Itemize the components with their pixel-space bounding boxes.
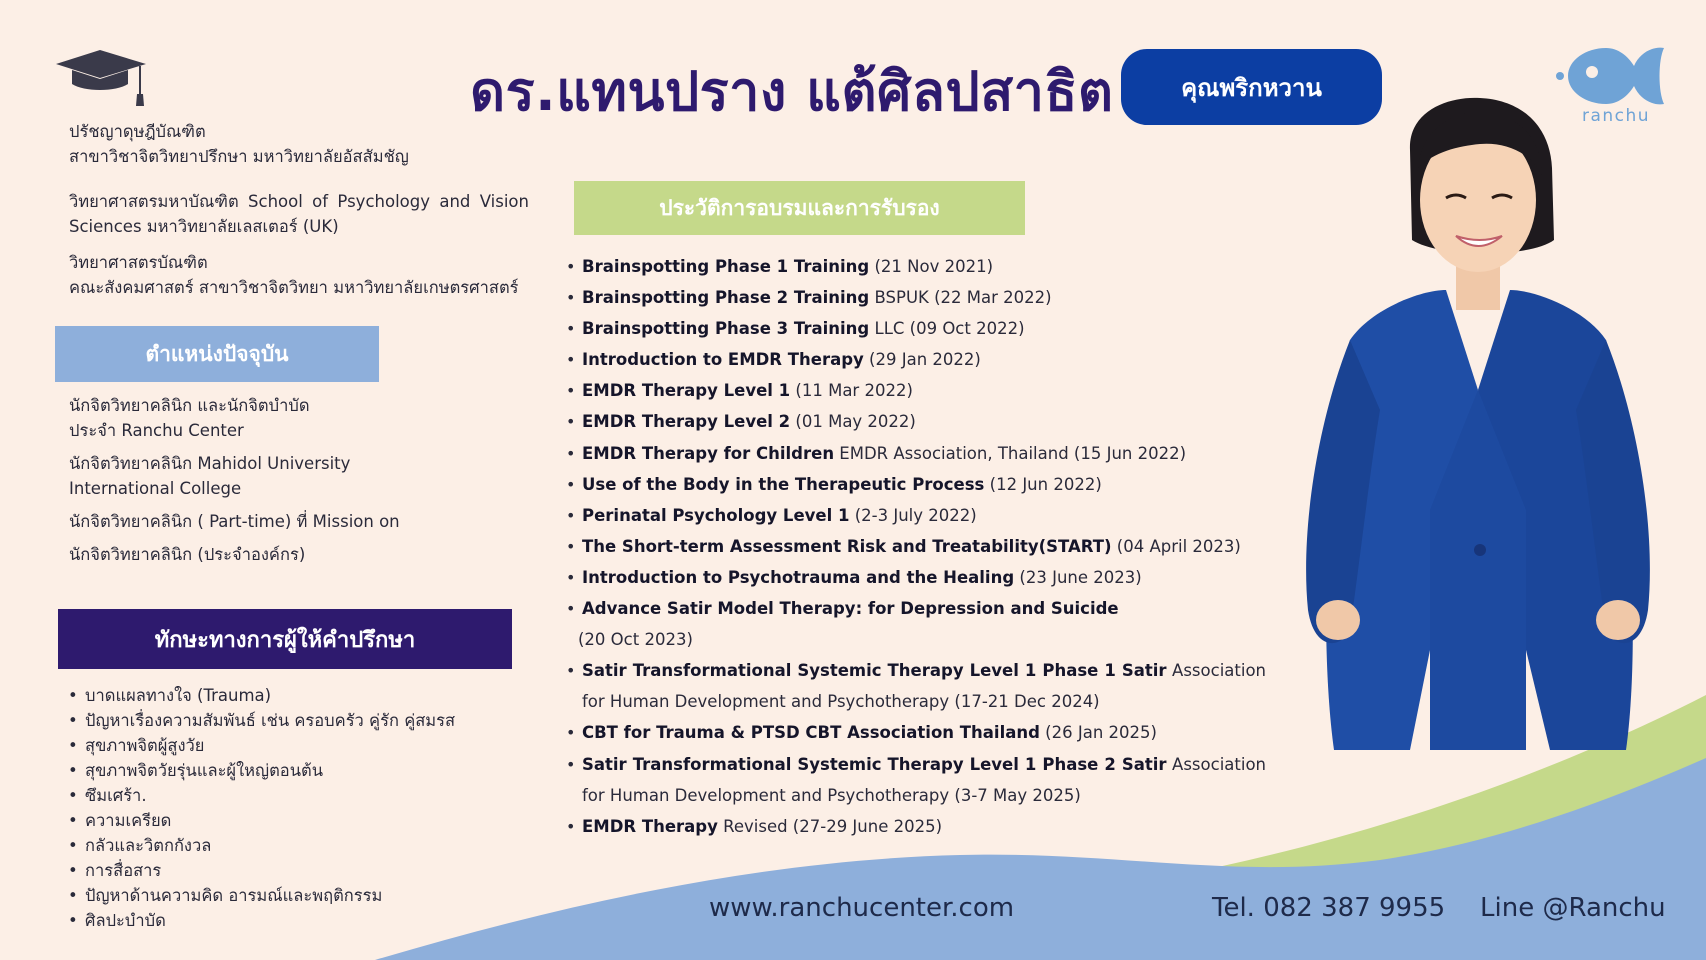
training-title: CBT for Trauma & PTSD CBT Association Thailand [582,723,1040,743]
education-bachelors [69,250,529,300]
website-link[interactable]: www.ranchucenter.com [709,893,1015,923]
graduation-cap-icon [54,46,148,110]
training-title: Satir Transformational Systemic Therapy Level 1 Phase 2 Satir [582,754,1167,774]
list-item: • ซึมเศร้า. [68,783,455,808]
list-item [566,811,1266,842]
training-detail: Association for Human Development and Psychotherapy (3-7 May 2025) [582,754,1266,805]
trainings-list [566,251,1266,842]
training-title: Advance Satir Model Therapy: for Depression and Suicide [582,599,1119,619]
list-item [566,251,1266,282]
position-line: นักจิตวิทยาคลินิก (ประจำองค์กร) [69,545,306,564]
list-item [566,531,1266,562]
training-detail: (12 Jun 2022) [984,474,1102,494]
list-item: • กลัวและวิตกกังวล [68,833,455,858]
list-item [566,655,1266,717]
phone-number: Tel. 082 387 9955 [1212,893,1446,923]
line-contact: Line @Ranchu [1480,893,1666,923]
list-item [566,749,1266,811]
training-detail: LLC (09 Oct 2022) [869,319,1025,339]
list-item [566,438,1266,469]
training-title: EMDR Therapy Level 1 [582,381,791,401]
skills-heading: ทักษะทางการผู้ให้คำปรึกษา [58,609,512,669]
training-title: Use of the Body in the Therapeutic Process [582,474,985,494]
positions-list [69,393,509,575]
positions-heading: ตำแหน่งปัจจุบัน [55,326,379,382]
position-line: International College [69,479,242,498]
position-line: นักจิตวิทยาคลินิก ( Part-time) ที่ Mission on [69,512,400,531]
education-degree: ปรัชญาดุษฎีบัณฑิต [69,122,206,141]
position-item [69,542,509,567]
training-title: Introduction to EMDR Therapy [582,350,864,370]
training-title: Perinatal Psychology Level 1 [582,505,850,525]
list-item [566,717,1266,748]
list-item: • ปัญหาด้านความคิด อารมณ์และพฤติกรรม [68,883,455,908]
training-detail: (2-3 July 2022) [849,505,977,525]
list-item [566,406,1266,437]
list-item: • การสื่อสาร [68,858,455,883]
training-title: Brainspotting Phase 3 Training [582,319,870,339]
training-title: The Short-term Assessment Risk and Treatability(START) [582,536,1112,556]
education-degree: วิทยาศาสตรบัณฑิต [69,253,208,272]
education-institution: คณะสังคมศาสตร์ สาขาวิชาจิตวิทยา มหาวิทยาลัยเกษตรศาสตร์ [69,278,519,297]
education-institution: สาขาวิชาจิตวิทยาปรึกษา มหาวิทยาลัยอัสสัมชัญ [69,147,409,166]
skills-list [68,683,455,933]
training-title: Brainspotting Phase 1 Training [582,257,870,276]
position-line: ประจำ Ranchu Center [69,421,244,440]
position-item [69,451,509,501]
portrait-photo [1290,90,1670,830]
list-item: • สุขภาพจิตวัยรุ่นและผู้ใหญ่ตอนต้น [68,758,455,783]
training-detail: (20 Oct 2023) [578,630,693,650]
position-item [69,509,509,534]
position-line: นักจิตวิทยาคลินิก Mahidol University [69,454,351,473]
training-detail: (29 Jan 2022) [863,350,981,370]
list-item: • สุขภาพจิตผู้สูงวัย [68,733,455,758]
training-detail: Association for Human Development and Psychotherapy (17-21 Dec 2024) [582,661,1266,712]
list-item [566,562,1266,593]
training-detail: (04 April 2023) [1111,536,1241,556]
list-item [566,344,1266,375]
training-title: Introduction to Psychotrauma and the Healing [582,567,1015,587]
training-title: EMDR Therapy for Children [582,443,835,463]
training-title: EMDR Therapy Level 2 [582,412,791,432]
training-detail: (26 Jan 2025) [1039,723,1157,743]
position-line: นักจิตวิทยาคลินิก และนักจิตบำบัด [69,396,310,415]
training-detail: (21 Nov 2021) [869,257,994,276]
training-detail: (01 May 2022) [790,412,916,432]
list-item [566,313,1266,344]
list-item: • ศิลปะบำบัด [68,908,455,933]
education-masters [69,189,529,239]
training-detail: (11 Mar 2022) [790,381,913,401]
list-item: • บาดแผลทางใจ (Trauma) [68,683,455,708]
training-detail: Revised (27-29 June 2025) [717,816,943,836]
list-item: • ความเครียด [68,808,455,833]
training-title: EMDR Therapy [582,816,718,836]
list-item: • ปัญหาเรื่องความสัมพันธ์ เช่น ครอบครัว คู่รัก คู่สมรส [68,708,455,733]
education-phd [69,119,529,169]
position-item [69,393,509,443]
list-item [566,593,1266,655]
training-detail: EMDR Association, Thailand (15 Jun 2022) [834,443,1187,463]
training-title: Brainspotting Phase 2 Training [582,288,870,308]
logo-text: ranchu [1582,106,1651,126]
training-title: Satir Transformational Systemic Therapy Level 1 Phase 1 Satir [582,661,1167,681]
trainings-heading: ประวัติการอบรมและการรับรอง [574,181,1025,235]
training-detail: (23 June 2023) [1014,567,1142,587]
list-item [566,500,1266,531]
nickname-badge: คุณพริกหวาน [1121,49,1382,125]
page-title: ดร.แทนปราง แต้ศิลปสาธิต [470,60,1114,123]
list-item [566,282,1266,313]
list-item [566,375,1266,406]
education-degree: วิทยาศาสตรมหาบัณฑิต School of Psychology and Vision Sciences มหาวิทยาลัยเลสเตอร์ (UK) [69,192,529,236]
list-item [566,469,1266,500]
training-detail: BSPUK (22 Mar 2022) [869,288,1052,308]
